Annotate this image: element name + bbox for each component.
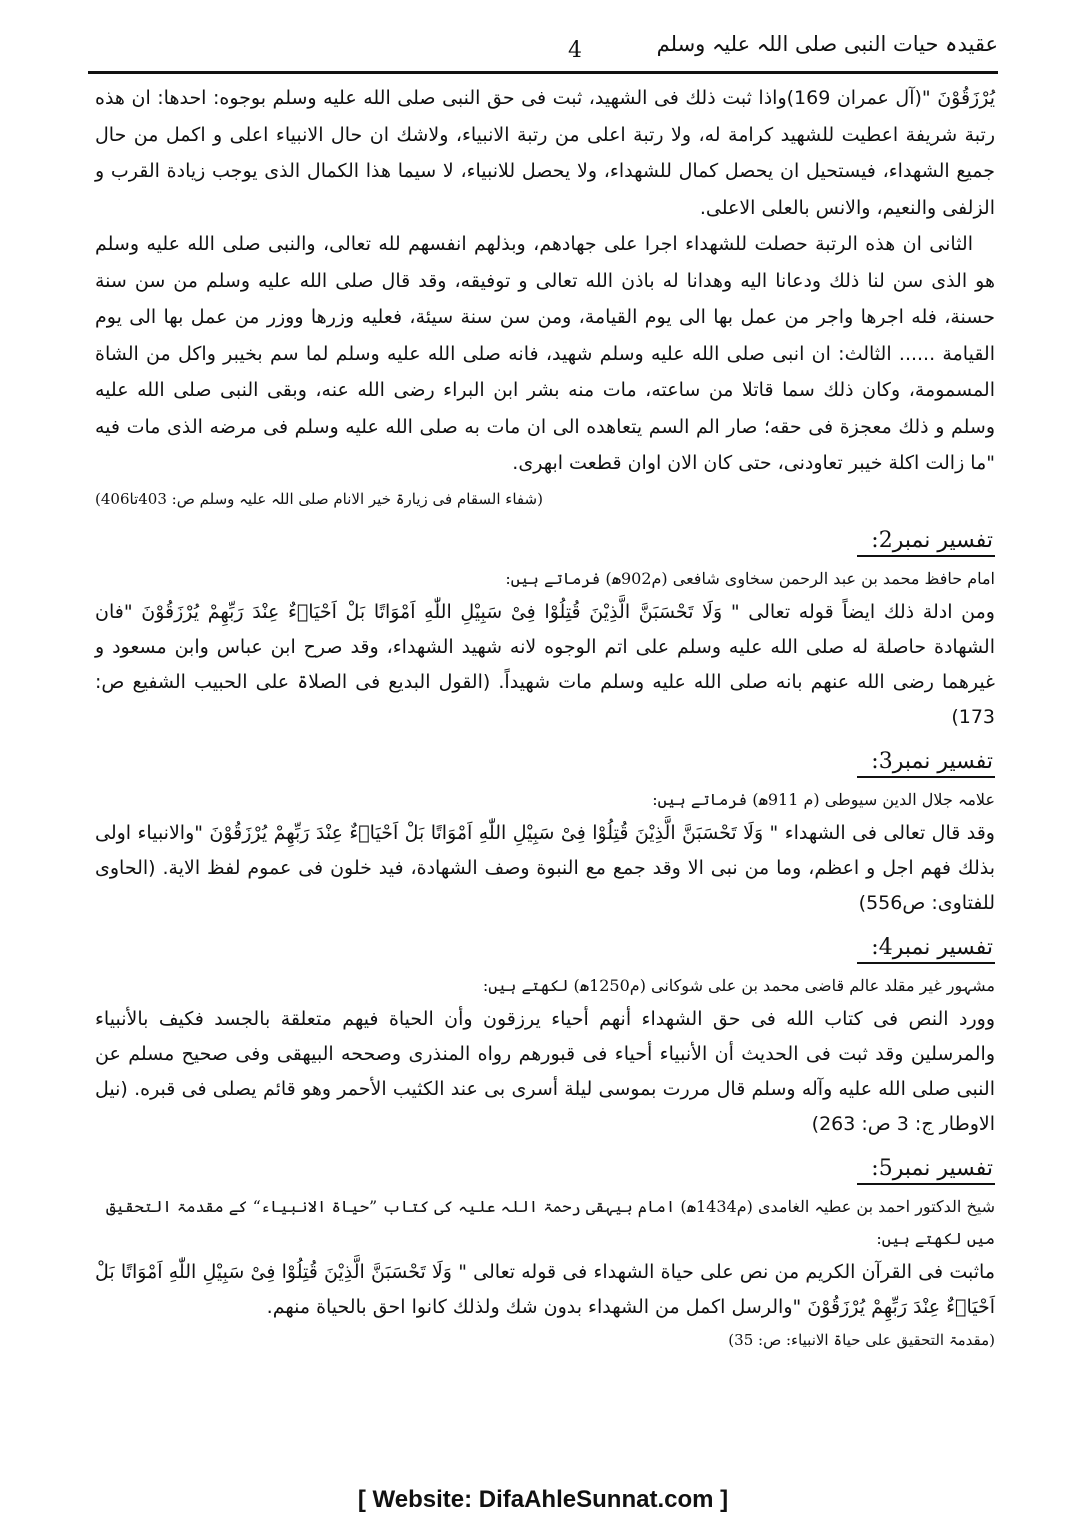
- section1-paragraph-1: یُرْزَقُوْنَ "(آل عمران 169)واذا ثبت ذلك فی الشهید، ثبت فی حق النبی صلی الله علیه وسلم بوجوه: احدها: ان هذه رتبة شریفة اعطیت للشهید کرامة له، ولا رتبة اعلى من رتبة الانبیاء، ولاشك ان حال الانبیاء اعلى و اکمل من حال جمیع الشهداء، فیستحیل ان یحصل کمال للشهداء، ولا یحصل للانبیاء، لا سیما هذا الکمال الذی یوجب زیادة القرب و الزلفى والنعیم، والانس بالعلی الاعلی.: [95, 87, 995, 219]
- page-content: [95, 80, 995, 1355]
- header-title: عقیدہ حیات النبی صلی اللہ علیہ وسلم: [656, 32, 998, 56]
- section2: [95, 514, 995, 735]
- section4: [95, 921, 995, 1142]
- section4-text: وورد النص فی کتاب الله فی حق الشهداء أنهم أحیاء یرزقون وأن الحیاة فیهم متعلقة بالجسد فکیف بالأنبیاء والمرسلین وقد ثبت فی الحدیث أن الأنبیاء أحیاء فی قبورهم رواه المنذری وصححه البیهقی وفی صحیح مسلم عن النبی صلی الله علیه وآله وسلم قال مررت بموسى لیلة أسری بی عند الکثیب الأحمر وهو قائم یصلی فی قبره. (نیل الاوطار ج: 3 ص: 263): [95, 1007, 995, 1135]
- section2-intro: امام حافظ محمد بن عبد الرحمن سخاوی شافعی (م902ھ) فرماتے ہیں:: [505, 568, 995, 588]
- section3-text: وقد قال تعالى فی الشهداء " وَلَا تَحْسَبَنَّ الَّذِیْنَ قُتِلُوْا فِیْ سَبِیْلِ اللّٰهِ اَمْوَاتًا بَلْ اَحْیَاۗءٌ عِنْدَ رَبِّهِمْ یُرْزَقُوْنَ "والانبیاء اولى بذلك فهم اجل و اعظم، وما من نبی الا وقد جمع مع النبوة وصف الشهادة، فید خلون فی عموم لفظ الایة. (الحاوی للفتاوی: ص556): [95, 821, 995, 914]
- section3-heading: تفسیر نمبر3:: [857, 749, 995, 778]
- section1-paragraph-2: الثانی ان هذه الرتبة حصلت للشهداء اجرا على جهادهم، وبذلهم انفسهم لله تعالى، والنبی صلی الله علیه وسلم هو الذی سن لنا ذلك ودعانا الیه وهدانا له باذن الله تعالى و توفیقه، وقد قال صلی الله علیه وسلم من سن سنة حسنة، فله اجرها واجر من عمل بها الى یوم القیامة، ومن سن سنة سیئة، فعلیه وزرها ووزر من عمل بها الى یوم القیامة ...... الثالث: ان انبی صلی الله علیه وسلم شهید، فانه صلی الله علیه وسلم لما سم بخیبر واکل من الشاة المسمومة، وکان ذلك سما قاتلا من ساعته، مات منه بشر ابن البراء رضی الله عنه، وبقی النبی صلی الله علیه وسلم و ذلك معجزة فی حقه؛ صار الم السم یتعاهده الى ان مات به صلی الله علیه وسلم فی مرضه الذی مات فیه "ما زالت اکلة خیبر تعاودنی، حتى کان الان اوان قطعت ابهری.: [95, 233, 995, 474]
- section5-heading: تفسیر نمبر5:: [857, 1156, 995, 1185]
- section5-text: ماثبت فی القرآن الکریم من نص على حیاة الشهداء فی قوله تعالى " وَلَا تَحْسَبَنَّ الَّذِیْنَ قُتِلُوْا فِیْ سَبِیْلِ اللّٰهِ اَمْوَاتًا بَلْ اَحْیَاۗءٌ عِنْدَ رَبِّهِمْ یُرْزَقُوْنَ "والرسل اکمل من الشهداء بدون شك ولذلك کانوا احق بالحیاة منهم.: [95, 1260, 995, 1318]
- section1-reference: (شفاء السقام فی زیارۃ خیر الانام صلی اللہ علیہ وسلم ص: 403تا406): [95, 489, 543, 508]
- section3-intro: علامہ جلال الدین سیوطی (م 911ھ) فرماتے ہیں:: [652, 789, 995, 809]
- section5-reference: (مقدمۃ التحقیق علی حیاۃ الانبیاء: ص: 35): [728, 1330, 995, 1349]
- header-rule: [88, 71, 998, 74]
- page-number: 4: [568, 38, 582, 63]
- section5-intro: شیخ الدکتور احمد بن عطیہ الغامدی (م1434ھ) امام بیہقی رحمۃ اللہ علیہ کی کتاب ”حیاۃ الانبیاء“ کے مقدمۃ التحقیق میں لکھتے ہیں:: [106, 1196, 995, 1248]
- page-header: [88, 30, 998, 74]
- section2-text: ومن ادلة ذلك ایضاً قوله تعالى " وَلَا تَحْسَبَنَّ الَّذِیْنَ قُتِلُوْا فِیْ سَبِیْلِ اللّٰهِ اَمْوَاتًا بَلْ اَحْیَاۗءٌ عِنْدَ رَبِّهِمْ یُرْزَقُوْنَ "فان الشهادة حاصلة له صلی الله علیه وسلم على اتم الوجوه لانه شهید الشهداء، وقد صرح ابن عباس وابن مسعود و غیرهما رضی الله عنهم بانه صلی الله علیه وسلم مات شهیداً. (القول البدیع فی الصلاۃ علی الحبیب الشفیع ص: 173): [95, 600, 995, 728]
- section2-heading: تفسیر نمبر2:: [857, 528, 995, 557]
- section3: [95, 735, 995, 921]
- website-footer: [ Website: DifaAhleSunnat.com ]: [357, 1486, 729, 1513]
- section4-intro: مشہور غیر مقلد عالم قاضی محمد بن علی شوکانی (م1250ھ) لکھتے ہیں:: [482, 975, 995, 995]
- section4-heading: تفسیر نمبر4:: [857, 935, 995, 964]
- section5: [95, 1142, 995, 1355]
